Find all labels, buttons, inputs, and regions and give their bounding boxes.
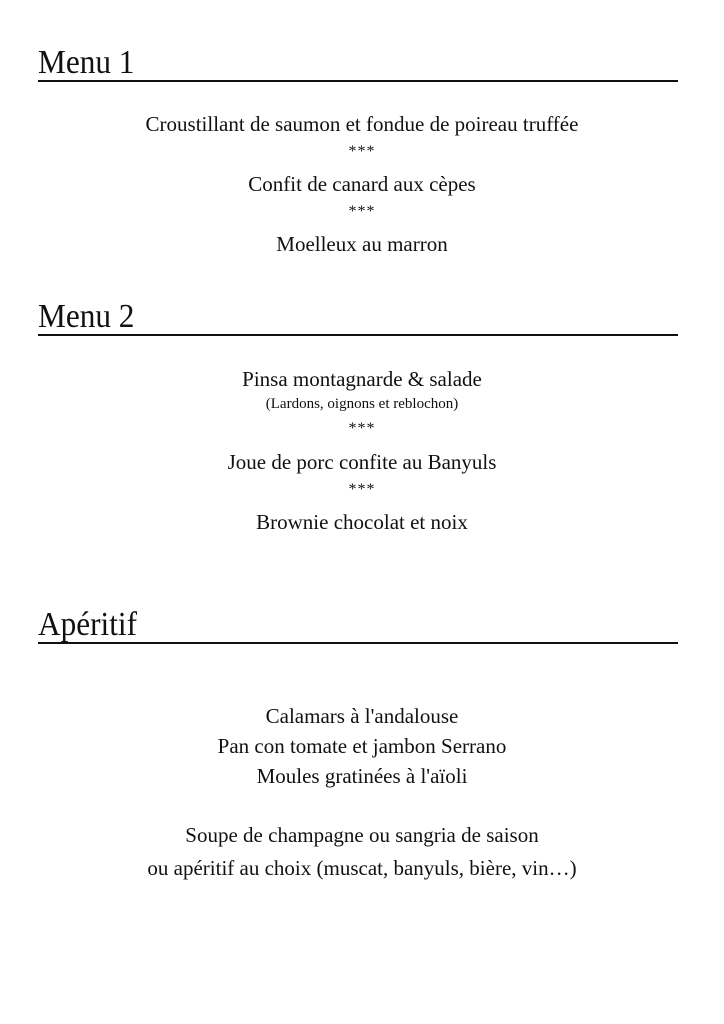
aperitif-title: Apéritif bbox=[38, 606, 138, 643]
aperitif-drinks-2: ou apéritif au choix (muscat, banyuls, bière, vin…) bbox=[147, 856, 577, 880]
menu1-dessert: Moelleux au marron bbox=[276, 232, 448, 256]
menu1-separator-1: *** bbox=[348, 143, 376, 160]
aperitif-item-3: Moules gratinées à l'aïoli bbox=[256, 764, 468, 788]
menu2-heading bbox=[38, 294, 678, 336]
aperitif-item-1: Calamars à l'andalouse bbox=[265, 704, 459, 728]
menu1-main: Confit de canard aux cèpes bbox=[248, 172, 476, 196]
menu1-title: Menu 1 bbox=[38, 44, 135, 81]
menu2-starter-note: (Lardons, oignons et reblochon) bbox=[265, 396, 459, 412]
menu2-dessert: Brownie chocolat et noix bbox=[256, 510, 468, 534]
menu2-title: Menu 2 bbox=[38, 298, 135, 335]
aperitif-drinks-1: Soupe de champagne ou sangria de saison bbox=[185, 823, 539, 847]
aperitif-item-2: Pan con tomate et jambon Serrano bbox=[217, 734, 507, 758]
menu1-separator-2: *** bbox=[348, 203, 376, 220]
menu2-separator-1: *** bbox=[348, 420, 376, 437]
menu2-starter: Pinsa montagnarde & salade bbox=[242, 367, 482, 391]
menu2-separator-2: *** bbox=[348, 481, 376, 498]
aperitif-heading bbox=[38, 602, 678, 644]
menu2-main: Joue de porc confite au Banyuls bbox=[227, 450, 497, 474]
menu1-heading bbox=[38, 40, 678, 82]
menu1-starter: Croustillant de saumon et fondue de poireau truffée bbox=[145, 112, 579, 136]
